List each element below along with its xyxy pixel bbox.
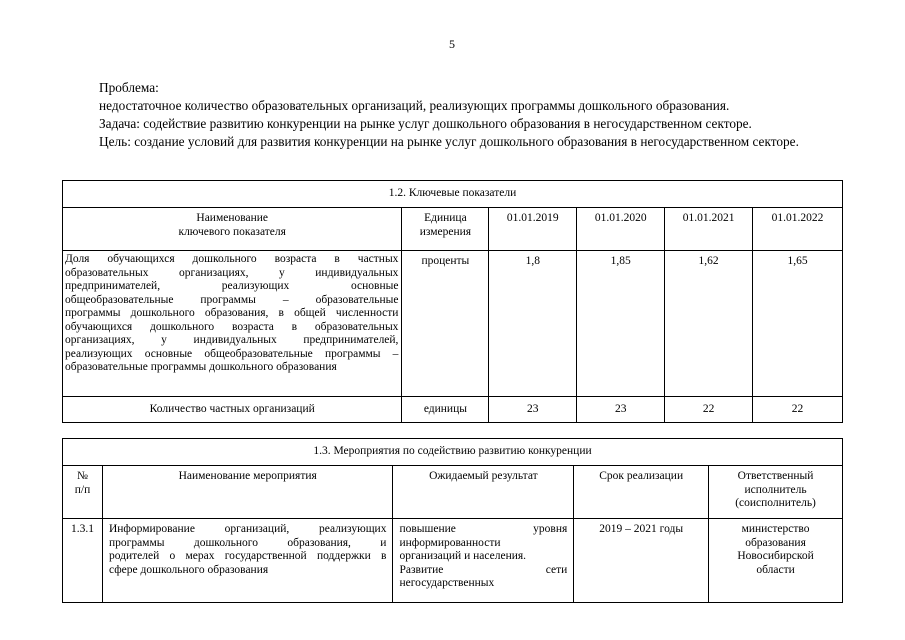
table-row xyxy=(63,251,843,397)
indicators-header-row xyxy=(63,208,843,251)
header-date-2019: 01.01.2019 xyxy=(489,208,577,251)
indicator-value: 1,85 xyxy=(577,251,665,397)
header-number: № п/п xyxy=(63,466,103,519)
indicators-table-title: 1.2. Ключевые показатели xyxy=(63,181,843,208)
indicator-value: 1,62 xyxy=(665,251,753,397)
header-term: Срок реализации xyxy=(574,466,709,519)
measure-name: Информирование организаций, реализующих программы дошкольного образования, и родителей о мерах государственной поддержки в сфере дошкольного образования xyxy=(102,519,393,603)
header-date-2022: 01.01.2022 xyxy=(753,208,843,251)
problem-label: Проблема: xyxy=(99,80,159,95)
header-date-2021: 01.01.2021 xyxy=(665,208,753,251)
indicator-value: 22 xyxy=(665,397,753,423)
measures-table xyxy=(62,438,843,603)
indicator-value: 23 xyxy=(577,397,665,423)
indicator-value: 22 xyxy=(753,397,843,423)
indicator-name: Доля обучающихся дошкольного возраста в частных образовательных организациях, у индивидуальных предпринимателей, реализующих основные общеобразовательные программы – образовательные программы дошкольного образования, в общей численности обучающихся дошкольного возраста в образовательных организациях, у индивидуальных предпринимателей, реализующих основные общеобразовательные программы – образовательные программы дошкольного образования xyxy=(63,251,402,397)
header-expected-result: Ожидаемый результат xyxy=(393,466,574,519)
intro-section xyxy=(62,79,842,151)
measures-table-title: 1.3. Мероприятия по содействию развитию конкуренции xyxy=(63,439,843,466)
goal-text: Цель: создание условий для развития конкуренции на рынке услуг дошкольного образования в негосударственном секторе. xyxy=(99,134,799,149)
indicator-value: 23 xyxy=(489,397,577,423)
header-date-2020: 01.01.2020 xyxy=(577,208,665,251)
measure-result: повышение уровня информированности организаций и населения. Развитие сети негосударственных xyxy=(393,519,574,603)
indicator-value: 1,65 xyxy=(753,251,843,397)
table-row xyxy=(63,519,843,603)
indicator-name: Количество частных организаций xyxy=(63,397,402,423)
header-responsible: Ответственный исполнитель (соисполнитель) xyxy=(709,466,843,519)
measure-term: 2019 – 2021 годы xyxy=(574,519,709,603)
header-unit: Единица измерения xyxy=(402,208,489,251)
header-measure-name: Наименование мероприятия xyxy=(102,466,393,519)
key-indicators-table xyxy=(62,180,843,423)
indicator-unit: единицы xyxy=(402,397,489,423)
indicator-value: 1,8 xyxy=(489,251,577,397)
measure-number: 1.3.1 xyxy=(63,519,103,603)
task-text: Задача: содействие развитию конкуренции на рынке услуг дошкольного образования в негосударственном секторе. xyxy=(99,116,752,131)
problem-text: недостаточное количество образовательных организаций, реализующих программы дошкольного образования. xyxy=(99,98,730,113)
header-indicator-name: Наименование ключевого показателя xyxy=(63,208,402,251)
indicator-unit: проценты xyxy=(402,251,489,397)
table-row xyxy=(63,397,843,423)
measures-header-row xyxy=(63,466,843,519)
page-number: 5 xyxy=(449,37,455,51)
measure-responsible: министерство образования Новосибирской области xyxy=(709,519,843,603)
